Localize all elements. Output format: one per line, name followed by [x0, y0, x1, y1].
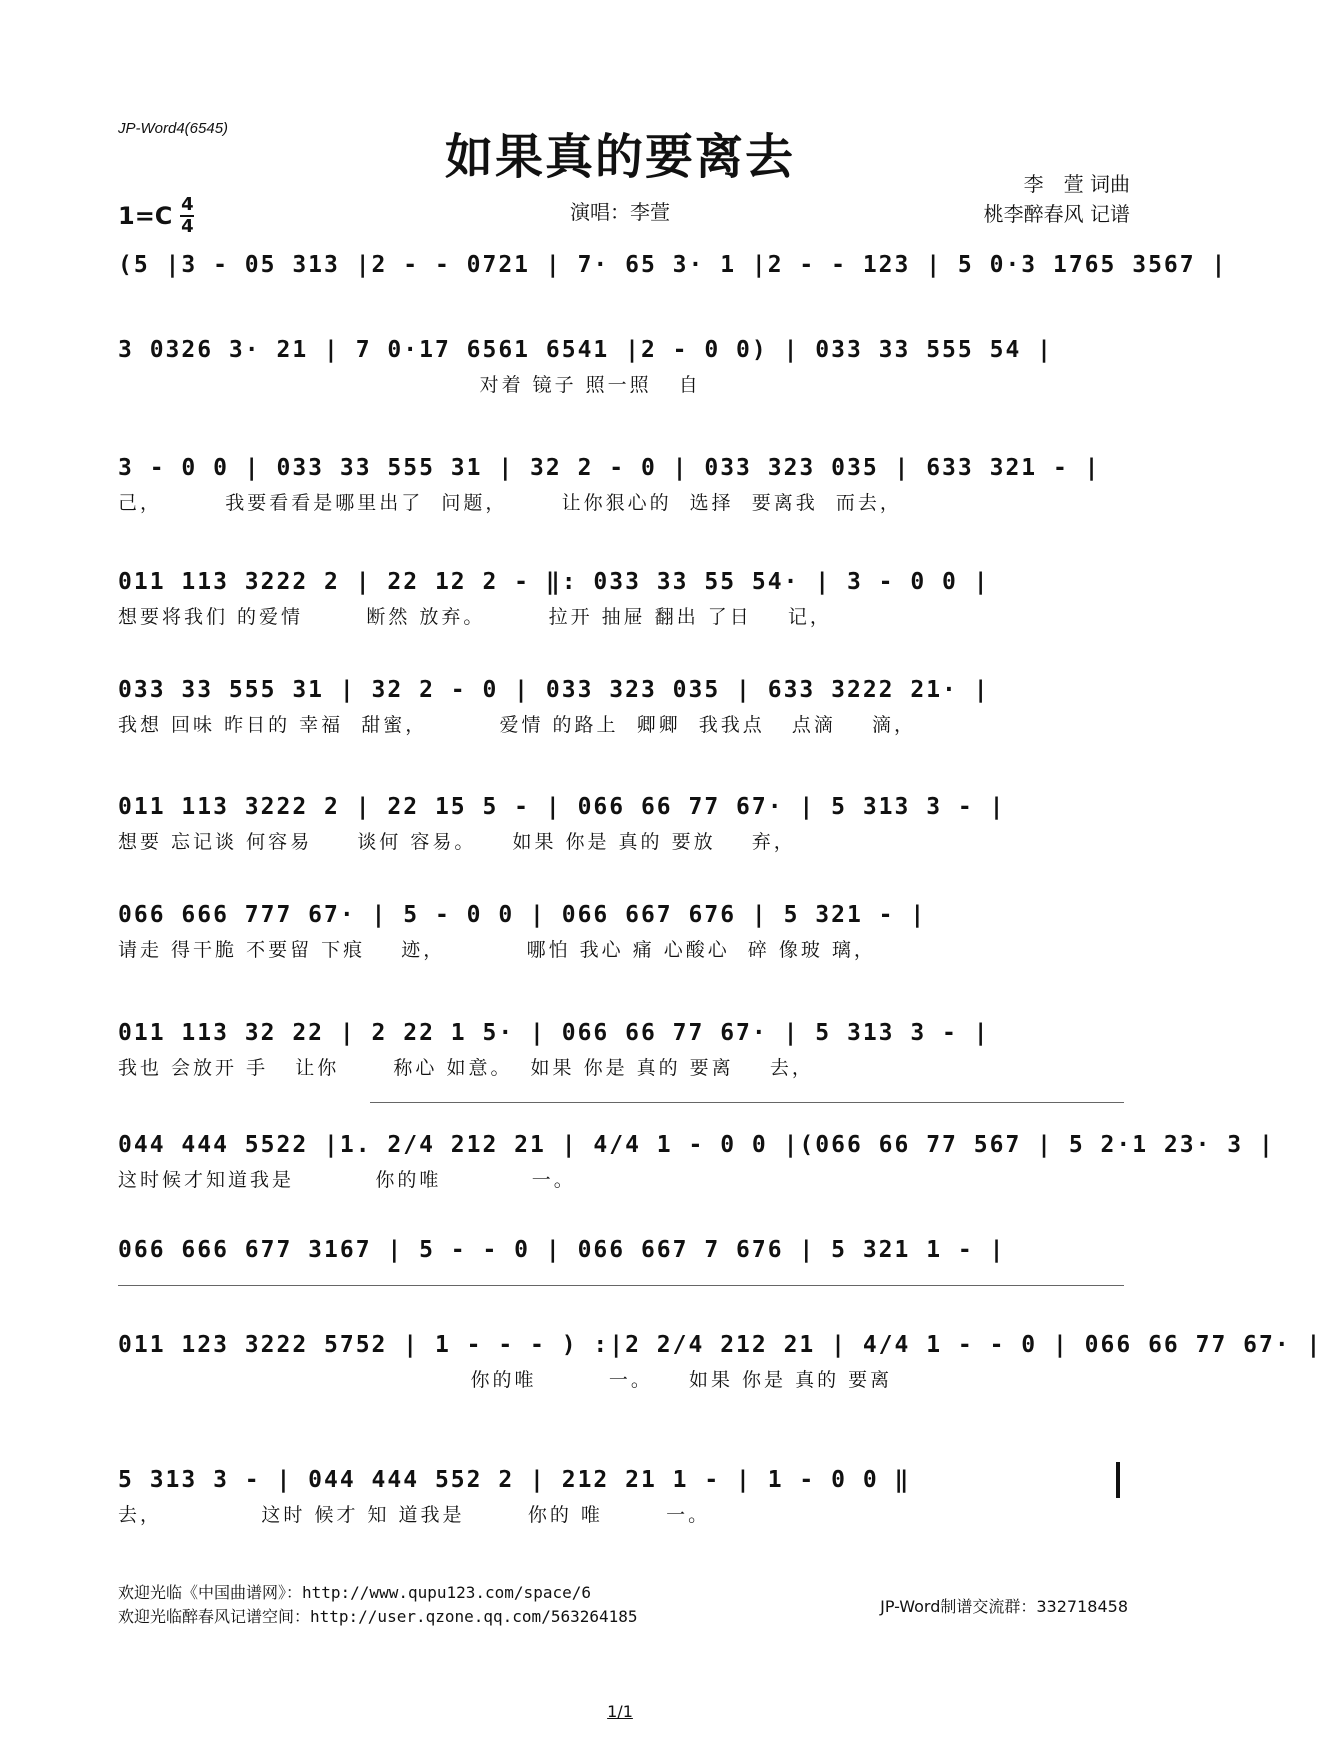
time-top: 4: [181, 194, 194, 215]
score-system-12: [118, 1460, 1124, 1530]
notes-line: (5 |3 - 05 313 |2 - - 0721 | 7· 65 3· 1 |2 - - 123 | 5 0·3 1765 3567 |: [118, 252, 1228, 278]
page-number-text: 1/1: [607, 1702, 633, 1721]
lyric-line: 对着 镜子 照一照 自: [118, 374, 701, 396]
lyric-line: 去， 这时 候才 知 道我是 你的 唯 一。: [118, 1504, 711, 1526]
notes-line: 033 33 555 31 | 32 2 - 0 | 033 323 035 | 633 3222 21· |: [118, 677, 990, 703]
page-number: [0, 1702, 1240, 1721]
score-system-7: [118, 895, 1124, 965]
volta-bracket-1: [370, 1102, 1124, 1103]
score-system-2: [118, 330, 1124, 400]
score-system-9: [118, 1125, 1275, 1195]
lyric-line: [118, 285, 1124, 315]
software-label: JP-Word4(6545): [118, 120, 229, 137]
lyric-line: 想要 忘记谈 何容易 谈何 容易。 如果 你是 真的 要放 弃，: [118, 831, 796, 853]
lyric-line: 想要将我们 的爱情 断然 放弃。 拉开 抽屉 翻出 了日 记，: [118, 606, 832, 628]
notes-line: 066 666 777 67· | 5 - 0 0 | 066 667 676 | 5 321 - |: [118, 902, 927, 928]
lyric-line: 这时候才知道我是 你的唯 一。: [118, 1169, 576, 1191]
notes-line: 011 113 3222 2 | 22 12 2 - ‖: 033 33 55 54· | 3 - 0 0 |: [118, 569, 990, 595]
notes-line: 066 666 677 3167 | 5 - - 0 | 066 667 7 676 | 5 321 1 - |: [118, 1237, 1006, 1263]
time-bottom: 4: [181, 216, 194, 237]
notes-line: 5 313 3 - | 044 444 552 2 | 212 21 1 - | 1 - 0 0 ‖: [118, 1467, 911, 1493]
score-system-6: [118, 787, 1124, 857]
score-system-3: [118, 448, 1124, 518]
lyric-line: 你的唯 一。 如果 你是 真的 要离: [118, 1369, 893, 1391]
lyricist-composer-credit: 李 萱 词曲: [1023, 172, 1130, 196]
notes-line: 044 444 5522 |1. 2/4 212 21 | 4/4 1 - 0 0 |(066 66 77 567 | 5 2·1 23· 3 |: [118, 1132, 1275, 1158]
final-barline: [1116, 1462, 1120, 1498]
transcriber-credit: 桃李醉春风 记谱: [983, 202, 1130, 226]
score-system-4: [118, 562, 1124, 632]
singer-credit: 演唱：李萱: [570, 200, 670, 224]
score-system-11: [118, 1325, 1322, 1395]
qq-group-label: JP-Word制谱交流群：332718458: [880, 1597, 1128, 1616]
notes-line: 3 - 0 0 | 033 33 555 31 | 32 2 - 0 | 033 323 035 | 633 321 - |: [118, 455, 1101, 481]
song-title: 如果真的要离去: [444, 129, 795, 185]
lyric-line: 我想 回味 昨日的 幸福 甜蜜， 爱情 的路上 卿卿 我我点 点滴 滴，: [118, 714, 916, 736]
key-label: 1=C: [118, 202, 173, 230]
volta-bracket-2: [118, 1285, 1124, 1286]
score-system-5: [118, 670, 1124, 740]
notes-line: 011 113 3222 2 | 22 15 5 - | 066 66 77 67· | 5 313 3 - |: [118, 794, 1006, 820]
footer-site-2: 欢迎光临醉春风记谱空间：http://user.qzone.qq.com/563264185: [118, 1607, 638, 1626]
score-system-1: [118, 245, 1228, 315]
lyric-line: 我也 会放开 手 让你 称心 如意。 如果 你是 真的 要离 去，: [118, 1057, 814, 1079]
notes-line: 3 0326 3· 21 | 7 0·17 6561 6541 |2 - 0 0) | 033 33 555 54 |: [118, 337, 1053, 363]
notes-line: 011 113 32 22 | 2 22 1 5· | 066 66 77 67· | 5 313 3 - |: [118, 1020, 990, 1046]
lyric-line: 请走 得干脆 不要留 下痕 迹， 哪怕 我心 痛 心酸心 碎 像玻 璃，: [118, 939, 876, 961]
score-system-10: [118, 1230, 1124, 1300]
lyric-line: 己， 我要看看是哪里出了 问题， 让你狠心的 选择 要离我 而去，: [118, 492, 902, 514]
notes-line: 011 123 3222 5752 | 1 - - - ) :|2 2/4 212 21 | 4/4 1 - - 0 | 066 66 77 67· |: [118, 1332, 1322, 1358]
footer-site-1: 欢迎光临《中国曲谱网》：http://www.qupu123.com/space/6: [118, 1583, 591, 1602]
score-system-8: [118, 1013, 1124, 1083]
